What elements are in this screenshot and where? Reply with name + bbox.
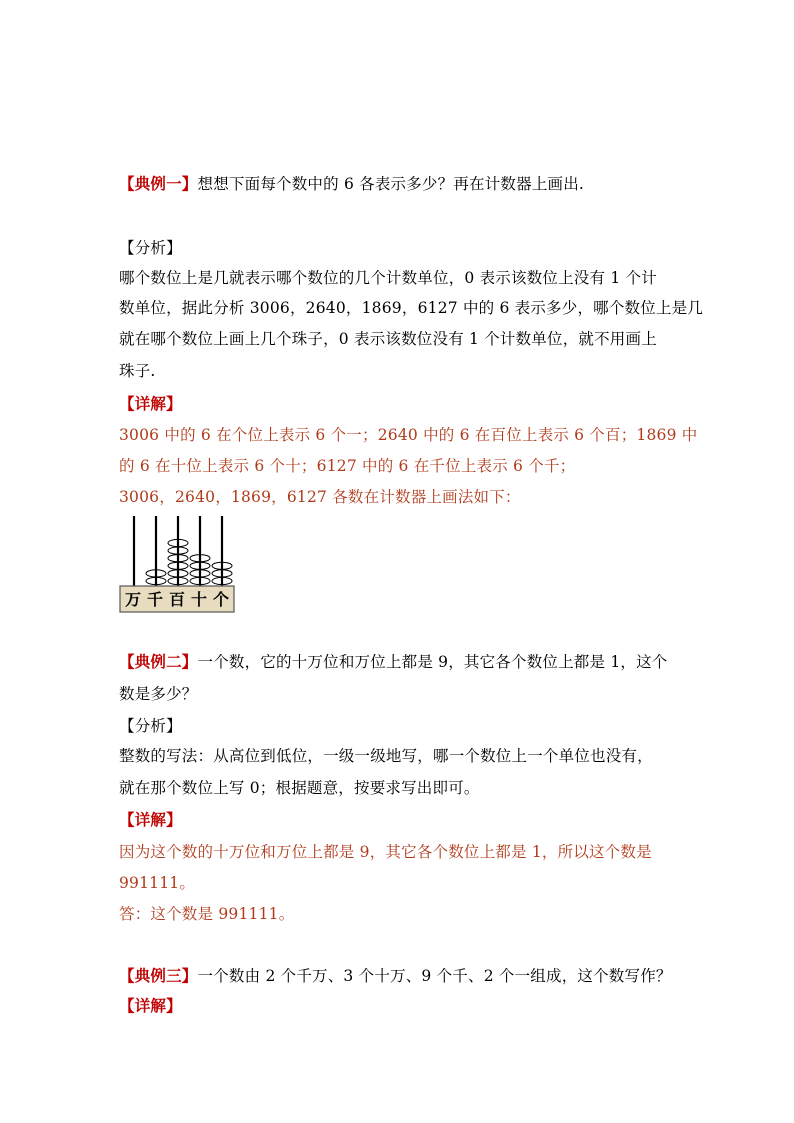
example2-question-text: 一个数，它的十万位和万位上都是 9，其它各个数位上都是 1，这个 bbox=[197, 653, 668, 671]
example2-detail-line: 991111。 bbox=[119, 874, 196, 892]
example1-analysis-line: 哪个数位上是几就表示哪个数位的几个计数单位，0 表示该数位上没有 1 个计 bbox=[119, 269, 657, 287]
abacus-label: 百 bbox=[168, 590, 186, 609]
example1-analysis-line: 珠子. bbox=[119, 362, 156, 380]
example2-detail-title: 【详解】 bbox=[119, 810, 182, 829]
example3-detail-title: 【详解】 bbox=[119, 996, 182, 1015]
abacus-label: 万 bbox=[124, 590, 142, 609]
example1-question-text: 想想下面每个数中的 6 各表示多少？再在计数器上画出. bbox=[197, 175, 585, 193]
example1-tag: 【典例一】 bbox=[119, 174, 198, 193]
example2-question-line: 数是多少？ bbox=[119, 685, 198, 703]
abacus-label: 十 bbox=[190, 590, 208, 609]
example1-analysis-line: 就在哪个数位上画上几个珠子，0 表示该数位没有 1 个计数单位，就不用画上 bbox=[119, 330, 657, 348]
abacus-label: 个 bbox=[212, 590, 230, 609]
example1-detail-line: 3006 中的 6 在个位上表示 6 个一；2640 中的 6 在百位上表示 6 个百；1869 中 bbox=[119, 426, 698, 444]
example2-answer: 答：这个数是 991111。 bbox=[119, 905, 295, 923]
example3-question-text: 一个数由 2 个千万、3 个十万、9 个千、2 个一组成，这个数写作？ bbox=[197, 967, 672, 985]
example1-question bbox=[119, 174, 584, 194]
example1-analysis-title: 【分析】 bbox=[119, 239, 182, 257]
example1-detail-line: 3006，2640，1869，6127 各数在计数器上画法如下： bbox=[119, 488, 521, 506]
example3-tag: 【典例三】 bbox=[119, 966, 198, 985]
example2-analysis-line: 就在那个数位上写 0；根据题意，按要求写出即可。 bbox=[119, 779, 480, 797]
example2-analysis-line: 整数的写法：从高位到低位，一级一级地写，哪一个数位上一个单位也没有， bbox=[119, 747, 653, 765]
example2-analysis-title: 【分析】 bbox=[119, 717, 182, 735]
example1-analysis-line: 数单位，据此分析 3006，2640，1869，6127 中的 6 表示多少，哪个数位上是几 bbox=[119, 299, 704, 317]
example1-detail-title: 【详解】 bbox=[119, 394, 182, 413]
example1-detail-line: 的 6 在十位上表示 6 个十；6127 中的 6 在千位上表示 6 个千； bbox=[119, 457, 576, 475]
example2-tag: 【典例二】 bbox=[119, 652, 198, 671]
example2-detail-line: 因为这个数的十万位和万位上都是 9，其它各个数位上都是 1，所以这个数是 bbox=[119, 843, 652, 861]
example3-question bbox=[119, 966, 672, 986]
abacus-label: 千 bbox=[146, 590, 164, 609]
abacus-figure bbox=[119, 514, 235, 614]
example2-question bbox=[119, 652, 668, 672]
